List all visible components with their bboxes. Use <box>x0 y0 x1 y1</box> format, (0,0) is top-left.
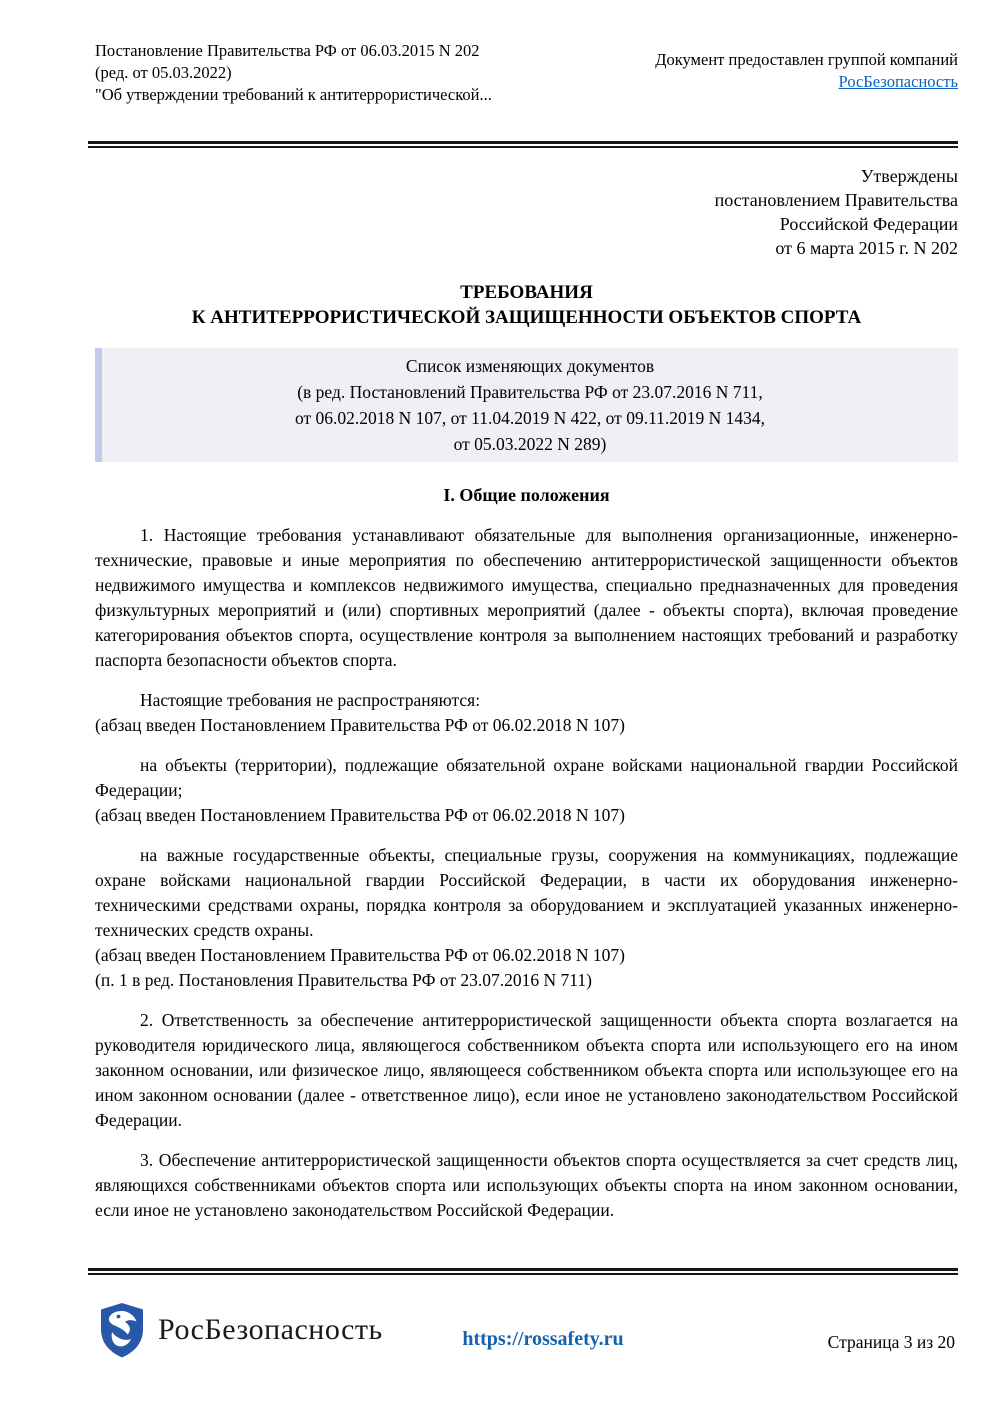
provider-link[interactable]: РосБезопасность <box>838 72 958 91</box>
amendments-box <box>95 348 958 462</box>
footer-divider <box>88 1268 958 1275</box>
document-title-line: ТРЕБОВАНИЯ <box>460 282 593 303</box>
provider-note-text: Документ предоставлен группой компаний <box>655 50 958 69</box>
provider-note <box>655 40 958 106</box>
approval-line: постановлением Правительства <box>714 190 958 210</box>
amendments-line: от 05.03.2022 N 289) <box>453 434 607 454</box>
revision-note: (п. 1 в ред. Постановления Правительства РФ от 23.07.2016 N 711) <box>95 970 592 990</box>
document-reference <box>95 40 492 106</box>
approval-line: Российской Федерации <box>779 214 958 234</box>
document-title-line: К АНТИТЕРРОРИСТИЧЕСКОЙ ЗАЩИЩЕННОСТИ ОБЪЕКТОВ СПОРТА <box>191 307 862 328</box>
amendments-line: от 06.02.2018 N 107, от 11.04.2019 N 422, от 09.11.2019 N 1434, <box>294 408 766 428</box>
shield-eagle-logo-icon <box>98 1302 146 1358</box>
page-number: Страница 3 из 20 <box>827 1332 955 1352</box>
document-reference-line: (ред. от 05.03.2022) <box>95 63 232 82</box>
approval-block <box>95 164 958 260</box>
document-reference-line: Постановление Правительства РФ от 06.03.2015 N 202 <box>95 41 480 60</box>
paragraph-exclusion-state-objects: на важные государственные объекты, специальные грузы, сооружения на коммуникациях, подлежащие охране войсками национальной гвардии Российской Федерации, в части их оборудования инженерно-техническими средствами охраны, порядка контроля за оборудованием и эксплуатацией указанных инженерно-технических средств охраны. <box>95 845 958 940</box>
amendment-note: (абзац введен Постановлением Правительства РФ от 06.02.2018 N 107) <box>95 945 625 965</box>
document-body <box>95 164 958 1223</box>
page-footer <box>0 1290 1000 1400</box>
approval-line: от 6 марта 2015 г. N 202 <box>775 238 958 258</box>
paragraph-scope-intro: Настоящие требования не распространяются: <box>140 690 481 710</box>
amendment-note: (абзац введен Постановлением Правительства РФ от 06.02.2018 N 107) <box>95 715 625 735</box>
document-title <box>95 280 958 330</box>
amendment-note: (абзац введен Постановлением Правительства РФ от 06.02.2018 N 107) <box>95 805 625 825</box>
paragraph-1: 1. Настоящие требования устанавливают обязательные для выполнения организационные, инженерно-технические, правовые и иные мероприятия по обеспечению антитеррористической защищенности объектов недвижимого имущества и комплексов недвижимого имущества, специально предназначенных для проведения физкультурных мероприятий и (или) спортивных мероприятий (далее - объекты спорта), включая проведение категорирования объектов спорта, осуществление контроля за выполнением настоящих требований и разработку паспорта безопасности объектов спорта. <box>95 525 958 670</box>
section-heading: I. Общие положения <box>443 485 610 505</box>
brand-logo <box>98 1302 383 1358</box>
paragraph-exclusion-guard: на объекты (территории), подлежащие обязательной охране войсками национальной гвардии Российской Федерации; <box>95 755 958 800</box>
brand-name: РосБезопасность <box>158 1313 383 1346</box>
page-header <box>95 40 958 106</box>
site-url-link[interactable]: https://rossafety.ru <box>462 1328 624 1350</box>
paragraph-2: 2. Ответственность за обеспечение антитеррористической защищенности объекта спорта возлагается на руководителя юридического лица, являющегося собственником объекта спорта или использующего его на ином законном основании, или физическое лицо, являющееся собственником объекта спорта или использующее его на ином законном основании (далее - ответственное лицо), если иное не установлено законодательством Российской Федерации. <box>95 1010 958 1130</box>
document-reference-line: "Об утверждении требований к антитеррористической... <box>95 85 492 104</box>
amendments-line: (в ред. Постановлений Правительства РФ от 23.07.2016 N 711, <box>297 382 763 402</box>
paragraph-3: 3. Обеспечение антитеррористической защищенности объектов спорта осуществляется за счет средств лиц, являющихся собственниками объектов спорта или использующих объекты спорта на ином законном основании, если иное не установлено законодательством Российской Федерации. <box>95 1150 958 1220</box>
amendments-line: Список изменяющих документов <box>405 356 655 376</box>
approval-line: Утверждены <box>860 166 958 186</box>
header-divider <box>88 141 958 148</box>
